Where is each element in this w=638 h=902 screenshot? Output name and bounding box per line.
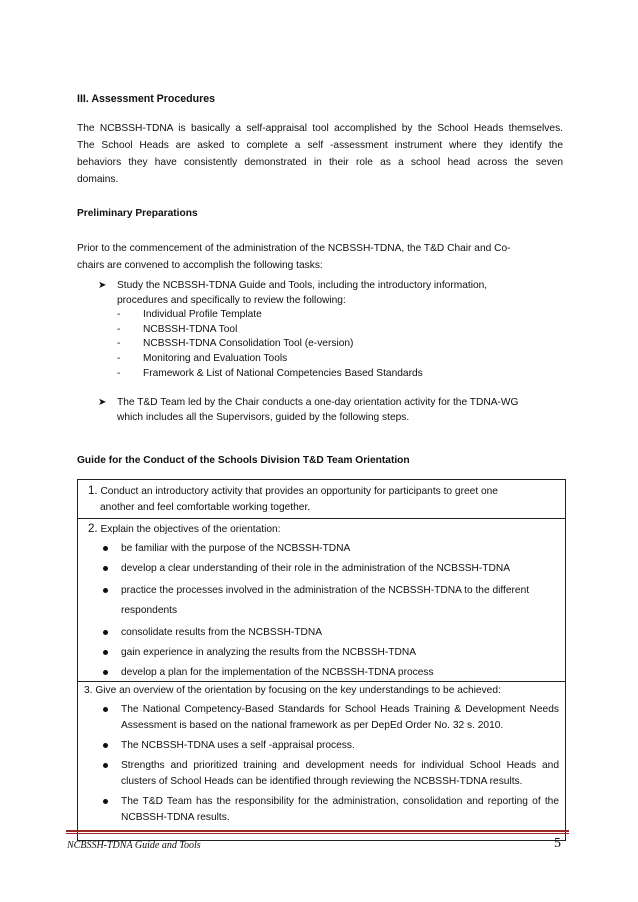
sub-item: - NCBSSH-TDNA Tool xyxy=(117,323,238,335)
sub-item: - Framework & List of National Competencies Based Standards xyxy=(117,367,423,379)
sub-item: - NCBSSH-TDNA Consolidation Tool (e-version) xyxy=(117,338,354,350)
sub-item: - Individual Profile Template xyxy=(117,309,262,321)
guide-step-1: 1. Conduct an introductory activity that provides an opportunity for participants to greet one another and feel comfortable working together. xyxy=(78,480,565,519)
bullet-item: develop a plan for the implementation of the NCBSSH-TDNA process xyxy=(78,665,565,681)
footer-rule xyxy=(66,830,569,832)
bullet-dot-icon xyxy=(103,588,108,593)
prelim-paragraph xyxy=(77,240,563,274)
bullet-dot-icon xyxy=(103,566,108,571)
guide-title: Guide for the Conduct of the Schools Division T&D Team Orientation xyxy=(77,455,410,466)
bullet-dot-icon xyxy=(103,707,108,712)
task-line: procedures and specifically to review the following: xyxy=(117,294,346,306)
bullet-dot-icon xyxy=(103,546,108,551)
prelim-line: chairs are convened to accomplish the following tasks: xyxy=(77,260,323,271)
footer-title: NCBSSH-TDNA Guide and Tools xyxy=(67,840,201,851)
sub-item: - Monitoring and Evaluation Tools xyxy=(117,352,288,364)
intro-paragraph xyxy=(77,120,563,188)
bullet-item: gain experience in analyzing the results from the NCBSSH-TDNA xyxy=(78,645,565,661)
bullet-dot-icon xyxy=(103,650,108,655)
guide-step-3: 3. Give an overview of the orientation by focusing on the key understandings to be achieved: The National Competency-Based Standards for School Heads Training & Development Needs Assessment is based on the national framework as per DepEd Order No. 32 s. 2010. The NCBSSH-TDNA uses a self -appraisal process. Strengths and prioritized training and development needs for individual School Heads and clusters of School Heads can be identified through reviewing the NCBSSH-TDNA results. The T&D Team has the responsibility for the administration, consolidation and reporting of the NCBSSH-TDNA results. xyxy=(78,682,565,840)
bullet-item: The T&D Team has the responsibility for the administration, consolidation and reporting of the NCBSSH-TDNA results. xyxy=(78,794,565,826)
bullet-dot-icon xyxy=(103,743,108,748)
guide-table xyxy=(77,479,566,841)
footer-rule-thin xyxy=(66,833,569,834)
intro-line: The School Heads are asked to complete a self -assessment instrument where they identify the xyxy=(77,140,563,151)
task-line: which includes all the Supervisors, guided by the following steps. xyxy=(117,411,410,423)
task-line: Study the NCBSSH-TDNA Guide and Tools, including the introductory information, xyxy=(117,280,488,291)
prelim-line: Prior to the commencement of the administration of the NCBSSH-TDNA, the T&D Chair and Co- xyxy=(77,243,511,254)
bullet-item: consolidate results from the NCBSSH-TDNA xyxy=(78,625,565,641)
task-item-1 xyxy=(98,279,558,381)
bullet-dot-icon xyxy=(103,799,108,804)
page-number: 5 xyxy=(554,836,561,851)
bullet-dot-icon xyxy=(103,670,108,675)
guide-step-2: 2. Explain the objectives of the orientation: be familiar with the purpose of the NCBSSH-TDNA develop a clear understanding of their role in the administration of the NCBSSH-TDNA practice the processes involved in the administration of the NCBSSH-TDNA to the different respondents consolidate results from the NCBSSH-TDNA gain experience in analyzing the results from the NCBSSH-TDNA develop a plan for the implementation of the NCBSSH-TDNA process xyxy=(78,519,565,682)
bullet-dot-icon xyxy=(103,763,108,768)
task-item-2 xyxy=(98,396,558,425)
section-title: III. Assessment Procedures xyxy=(77,93,215,105)
arrow-bullet-icon: ➤ xyxy=(98,397,107,408)
bullet-dot-icon xyxy=(103,630,108,635)
task-line: The T&D Team led by the Chair conducts a one-day orientation activity for the TDNA-WG xyxy=(117,397,519,408)
intro-line: The NCBSSH-TDNA is basically a self-appraisal tool accomplished by the School Heads themselves. xyxy=(77,123,563,134)
intro-line: domains. xyxy=(77,174,119,185)
intro-line: behaviors they have consistently demonstrated in their role as a school head across the seven xyxy=(77,157,563,168)
bullet-item: Strengths and prioritized training and development needs for individual School Heads and clusters of School Heads can be identified through reviewing the NCBSSH-TDNA results. xyxy=(78,758,565,790)
prelim-title: Preliminary Preparations xyxy=(77,208,198,219)
bullet-item: The National Competency-Based Standards for School Heads Training & Development Needs Assessment is based on the national framework as per DepEd Order No. 32 s. 2010. xyxy=(78,702,565,734)
bullet-item: practice the processes involved in the administration of the NCBSSH-TDNA to the different respondents xyxy=(78,581,565,621)
arrow-bullet-icon: ➤ xyxy=(98,280,107,291)
bullet-item: develop a clear understanding of their role in the administration of the NCBSSH-TDNA xyxy=(78,561,565,577)
bullet-item: The NCBSSH-TDNA uses a self -appraisal process. xyxy=(78,738,565,754)
bullet-item: be familiar with the purpose of the NCBSSH-TDNA xyxy=(78,541,565,557)
